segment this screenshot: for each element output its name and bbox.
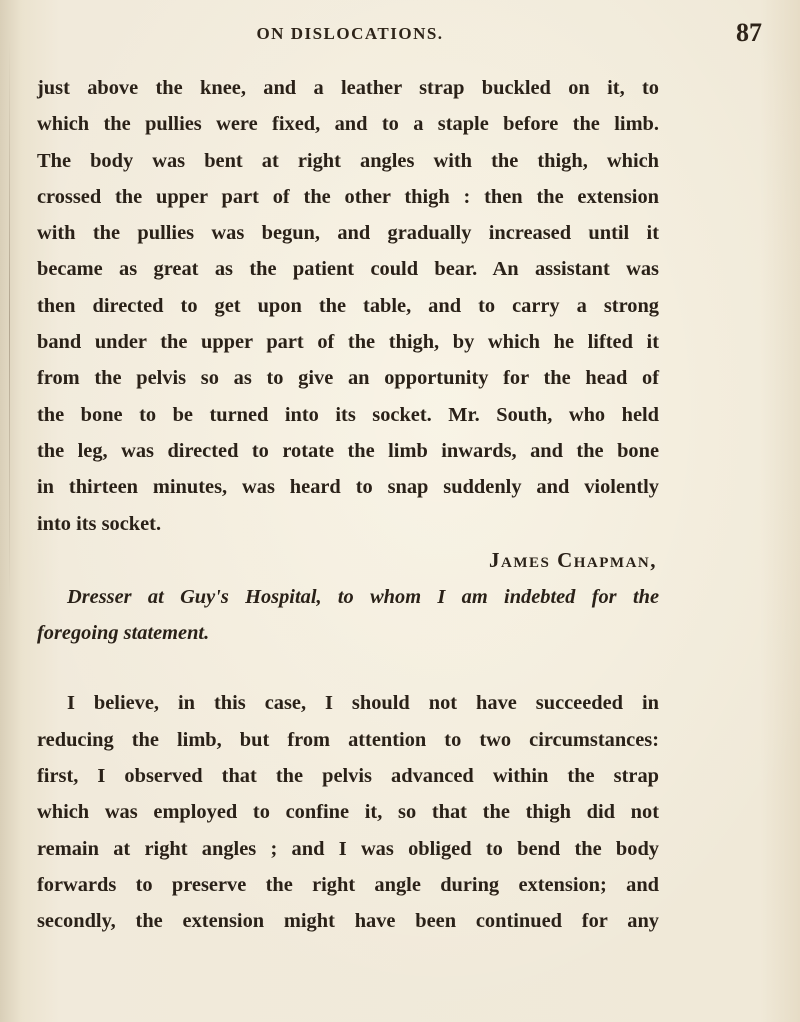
attribution-line: foregoing statement. xyxy=(37,622,210,645)
text-line: from the pelvis so as to give an opportunity for the head of xyxy=(37,367,659,390)
text-line: then directed to get upon the table, and to carry a strong xyxy=(37,294,659,317)
text-line: first, I observed that the pelvis advanced within the strap xyxy=(37,765,659,788)
running-head: ON DISLOCATIONS. xyxy=(256,24,444,43)
attribution-line: Dresser at Guy's Hospital, to whom I am indebted for the xyxy=(67,585,659,608)
text-line: The body was bent at right angles with the thigh, which xyxy=(37,149,659,172)
text-line: band under the upper part of the thigh, by which he lifted it xyxy=(37,331,659,354)
page-body xyxy=(37,70,659,940)
text-line: which was employed to confine it, so that the thigh did not xyxy=(37,801,659,824)
text-line: forwards to preserve the right angle during extension; and xyxy=(37,873,659,896)
text-line: which the pullies were fixed, and to a staple before the limb. xyxy=(37,113,659,136)
text-line: became as great as the patient could bear. An assistant was xyxy=(37,258,659,281)
paragraph-1 xyxy=(37,70,659,542)
text-line: in thirteen minutes, was heard to snap suddenly and violently xyxy=(37,476,659,499)
page-header xyxy=(0,18,800,48)
text-line: secondly, the extension might have been continued for any xyxy=(37,910,659,933)
text-line: I believe, in this case, I should not have succeeded in xyxy=(67,692,659,715)
text-line: remain at right angles ; and I was obliged to bend the body xyxy=(37,837,659,860)
page-number: 87 xyxy=(736,18,762,47)
page-gutter-shadow xyxy=(9,40,10,600)
text-line: reducing the limb, but from attention to two circumstances: xyxy=(37,728,659,751)
paragraph-gap xyxy=(37,651,659,685)
text-line: with the pullies was begun, and gradually increased until it xyxy=(37,222,659,245)
text-line: the leg, was directed to rotate the limb inwards, and the bone xyxy=(37,439,659,462)
text-line: crossed the upper part of the other thigh : then the extension xyxy=(37,185,659,208)
signature-name: James Chapman, xyxy=(489,547,657,572)
text-line: just above the knee, and a leather strap buckled on it, to xyxy=(37,77,659,99)
paragraph-2 xyxy=(37,685,659,939)
text-line: into its socket. xyxy=(37,512,162,535)
attribution xyxy=(37,579,659,652)
text-line: the bone to be turned into its socket. Mr. South, who held xyxy=(37,403,659,426)
